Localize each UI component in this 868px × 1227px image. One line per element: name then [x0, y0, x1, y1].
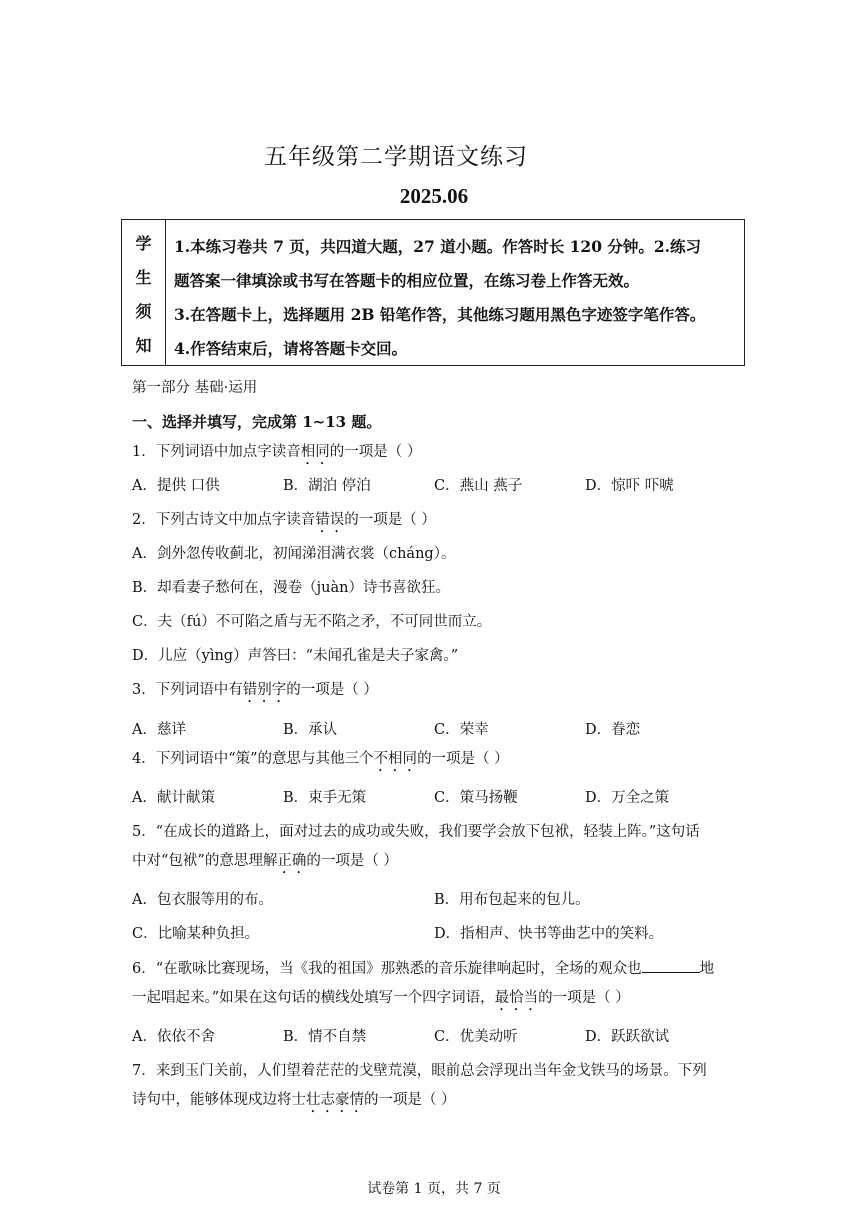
question-7-stem-line1: 7．来到玉门关前，人们望着茫茫的戈壁荒漠，眼前总会浮现出当年金戈铁马的场景。下列 [132, 1063, 707, 1079]
question-6-option-d: D．跃跃欲试 [585, 1029, 670, 1045]
question-3-stem: 3．下列词语中有错别字的一项是（ ） [132, 682, 378, 698]
question-3-option-a: A．慈详 [132, 722, 186, 738]
answer-blank [642, 958, 700, 973]
page-title: 五年级第二学期语文练习 [264, 144, 528, 170]
question-3-option-d: D．眷恋 [585, 722, 641, 738]
question-5-option-b: B．用布包起来的包儿。 [434, 892, 590, 908]
emphasis-text: 不相同 [373, 751, 418, 767]
question-5-option-a: A．包衣服等用的布。 [132, 892, 273, 908]
notice-line: 4.作答结束后，请将答题卡交回。 [174, 339, 408, 358]
question-2-option-a: A．剑外忽传收蓟北，初闻涕泪满衣裳（cháng）。 [132, 546, 456, 562]
question-3-option-c: C．荣幸 [434, 722, 489, 738]
notice-side-char: 生 [135, 268, 152, 287]
section-heading: 一、选择并填写，完成第 1~13 题。 [132, 413, 382, 431]
notice-line: 1.本练习卷共 7 页，共四道大题，27 道小题。作答时长 120 分钟。2.练习 [174, 237, 702, 256]
question-6-stem-line1: 6．“在歌咏比赛现场，当《我的祖国》那熟悉的音乐旋律响起时，全场的观众也 地 [132, 957, 714, 978]
question-6-option-c: C．优美动听 [434, 1029, 518, 1045]
emphasis-text: 最恰当 [494, 990, 539, 1006]
page-footer: 试卷第 1 页，共 7 页 [367, 1181, 501, 1197]
question-2-stem: 2．下列古诗文中加点字读音错误的一项是（ ） [132, 512, 436, 528]
notice-body [166, 220, 744, 365]
question-2-option-b: B．却看妻子愁何在，漫卷（juàn）诗书喜欲狂。 [132, 580, 450, 596]
question-2-option-d: D．儿应（yìng）声答曰：“未闻孔雀是夫子家禽。” [132, 648, 459, 664]
emphasis-text: 正确 [277, 853, 307, 869]
notice-side-char: 知 [135, 336, 152, 355]
question-5-option-c: C．比喻某种负担。 [132, 926, 260, 942]
emphasis-text: 相同 [300, 444, 330, 460]
question-3-option-b: B．承认 [283, 722, 338, 738]
question-4-option-d: D．万全之策 [585, 790, 670, 806]
question-1-option-c: C．燕山 燕子 [434, 478, 523, 494]
question-7-stem-line2: 诗句中，能够体现戍边将士壮志豪情的一项是（ ） [132, 1092, 456, 1108]
emphasis-text: 错误 [315, 512, 345, 528]
question-6-option-b: B．情不自禁 [283, 1029, 367, 1045]
question-5-stem-line2: 中对“包袱”的意思理解正确的一项是（ ） [132, 853, 398, 869]
question-6-option-a: A．依依不舍 [132, 1029, 215, 1045]
question-5-stem-line1: 5．“在成长的道路上，面对过去的成功或失败，我们要学会放下包袱，轻装上阵。”这句话 [132, 824, 700, 840]
notice-side-char: 须 [135, 302, 152, 321]
question-6-stem-line2: 一起唱起来。”如果在这句话的横线处填写一个四字词语，最恰当的一项是（ ） [132, 990, 630, 1006]
part-title: 第一部分 基础·运用 [132, 380, 258, 396]
exam-date: 2025.06 [399, 184, 469, 208]
notice-line: 3.在答题卡上，选择题用 2B 铅笔作答，其他练习题用黑色字迹签字笔作答。 [174, 305, 706, 324]
notice-line: 题答案一律填涂或书写在答题卡的相应位置，在练习卷上作答无效。 [174, 271, 640, 290]
student-notice-box [121, 219, 745, 366]
question-2-option-c: C．夫（fú）不可陷之盾与无不陷之矛，不可同世而立。 [132, 614, 492, 630]
question-1-option-d: D．惊吓 吓唬 [585, 478, 674, 494]
notice-side-char: 学 [135, 234, 152, 253]
question-5-option-d: D．指相声、快书等曲艺中的笑料。 [434, 926, 664, 942]
question-4-stem: 4．下列词语中“策”的意思与其他三个不相同的一项是（ ） [132, 751, 509, 767]
emphasis-text: 壮志豪情 [306, 1092, 364, 1108]
question-1-stem: 1．下列词语中加点字读音相同的一项是（ ） [132, 444, 422, 460]
question-1-option-b: B．湖泊 停泊 [283, 478, 371, 494]
question-4-option-b: B．束手无策 [283, 790, 367, 806]
question-4-option-a: A．献计献策 [132, 790, 215, 806]
emphasis-text: 错别字 [242, 682, 287, 698]
notice-side-label [122, 220, 166, 365]
question-4-option-c: C．策马扬鞭 [434, 790, 518, 806]
question-1-option-a: A．提供 口供 [132, 478, 220, 494]
